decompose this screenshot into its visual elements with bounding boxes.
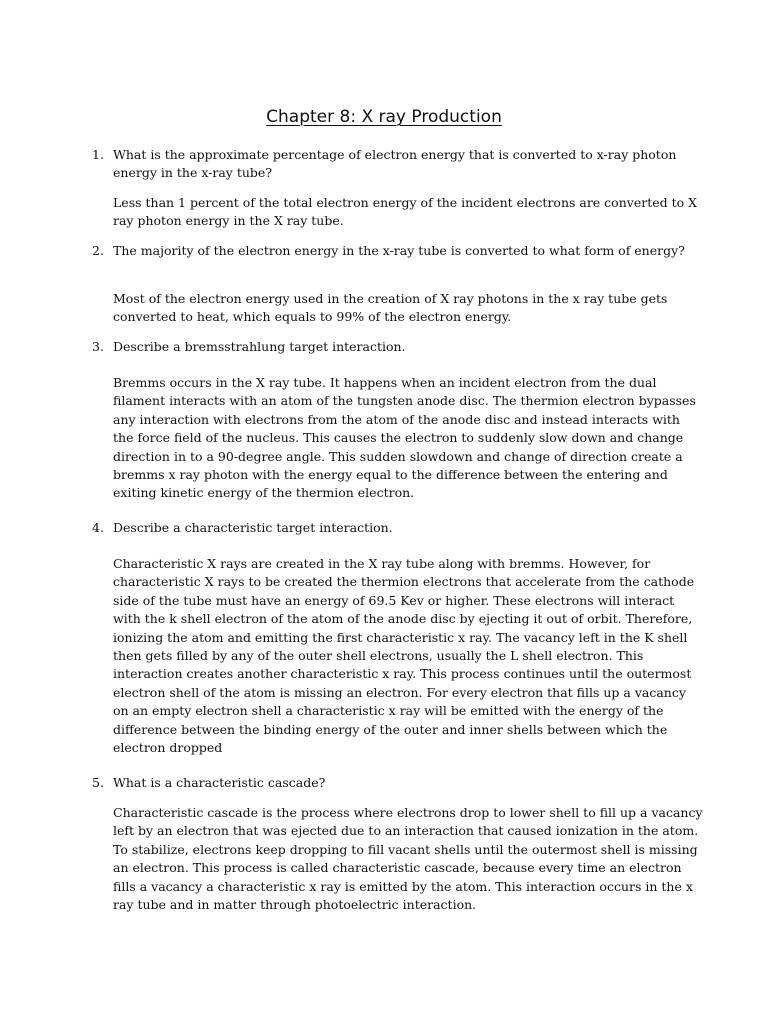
question-text: The majority of the electron energy in the x-ray tube is converted to what form of energy?: [113, 243, 685, 258]
question-text: What is the approximate percentage of electron energy that is converted to x-ray photon energy in the x-ray tube?: [113, 147, 677, 181]
question-text: What is a characteristic cascade?: [113, 775, 326, 790]
question-number: 3.: [92, 339, 104, 354]
question-number: 2.: [92, 243, 104, 258]
answer-text: Less than 1 percent of the total electron energy of the incident electrons are converted to X ray photon energy in the X ray tube.: [113, 195, 698, 229]
answer-text: Characteristic X rays are created in the X ray tube along with bremms. However, for characteristic X rays to be created the thermion electrons that accelerate from the cathode side of the tube must have an energy of 69.5 Kev or higher. These electrons will interact with the k shell electron of the atom of the anode disc by ejecting it out of orbit. Therefore, ionizing the atom and emitting the first characteristic x ray. The vacancy left in the K shell then gets filled by any of the outer shell electrons, usually the L shell electron. This interaction creates another characteristic x ray. This process continues until the outermost electron shell of the atom is missing an electron. For every electron that fills up a vacancy on an empty electron shell a characteristic x ray will be emitted with the energy of the difference between the binding energy of the outer and inner shells between which the electron dropped: [113, 556, 695, 756]
question-number: 1.: [92, 147, 104, 162]
question-number: 5.: [92, 775, 104, 790]
answer-text: Most of the electron energy used in the creation of X ray photons in the x ray tube gets converted to heat, which equals to 99% of the electron energy.: [113, 291, 668, 325]
answer-text: Bremms occurs in the X ray tube. It happens when an incident electron from the dual filament interacts with an atom of the tungsten anode disc. The thermion electron bypasses any interaction with electrons from the atom of the anode disc and instead interacts with the force field of the nucleus. This causes the electron to suddenly slow down and change direction in to a 90-degree angle. This sudden slowdown and change of direction create a bremms x ray photon with the energy equal to the difference between the entering and exiting kinetic energy of the thermion electron.: [113, 375, 696, 501]
page-title-text: Chapter 8: X ray Production: [266, 107, 502, 127]
question-text: Describe a characteristic target interaction.: [113, 520, 393, 535]
page-title: [0, 106, 768, 128]
answer-text: Characteristic cascade is the process where electrons drop to lower shell to fill up a vacancy left by an electron that was ejected due to an interaction that caused ionization in the atom. To stabilize, electrons keep dropping to fill vacant shells until the outermost shell is missing an electron. This process is called characteristic cascade, because every time an electron fills a vacancy a characteristic x ray is emitted by the atom. This interaction occurs in the x ray tube and in matter through photoelectric interaction.: [113, 805, 703, 913]
question-text: Describe a bremsstrahlung target interaction.: [113, 339, 406, 354]
question-number: 4.: [92, 520, 104, 535]
